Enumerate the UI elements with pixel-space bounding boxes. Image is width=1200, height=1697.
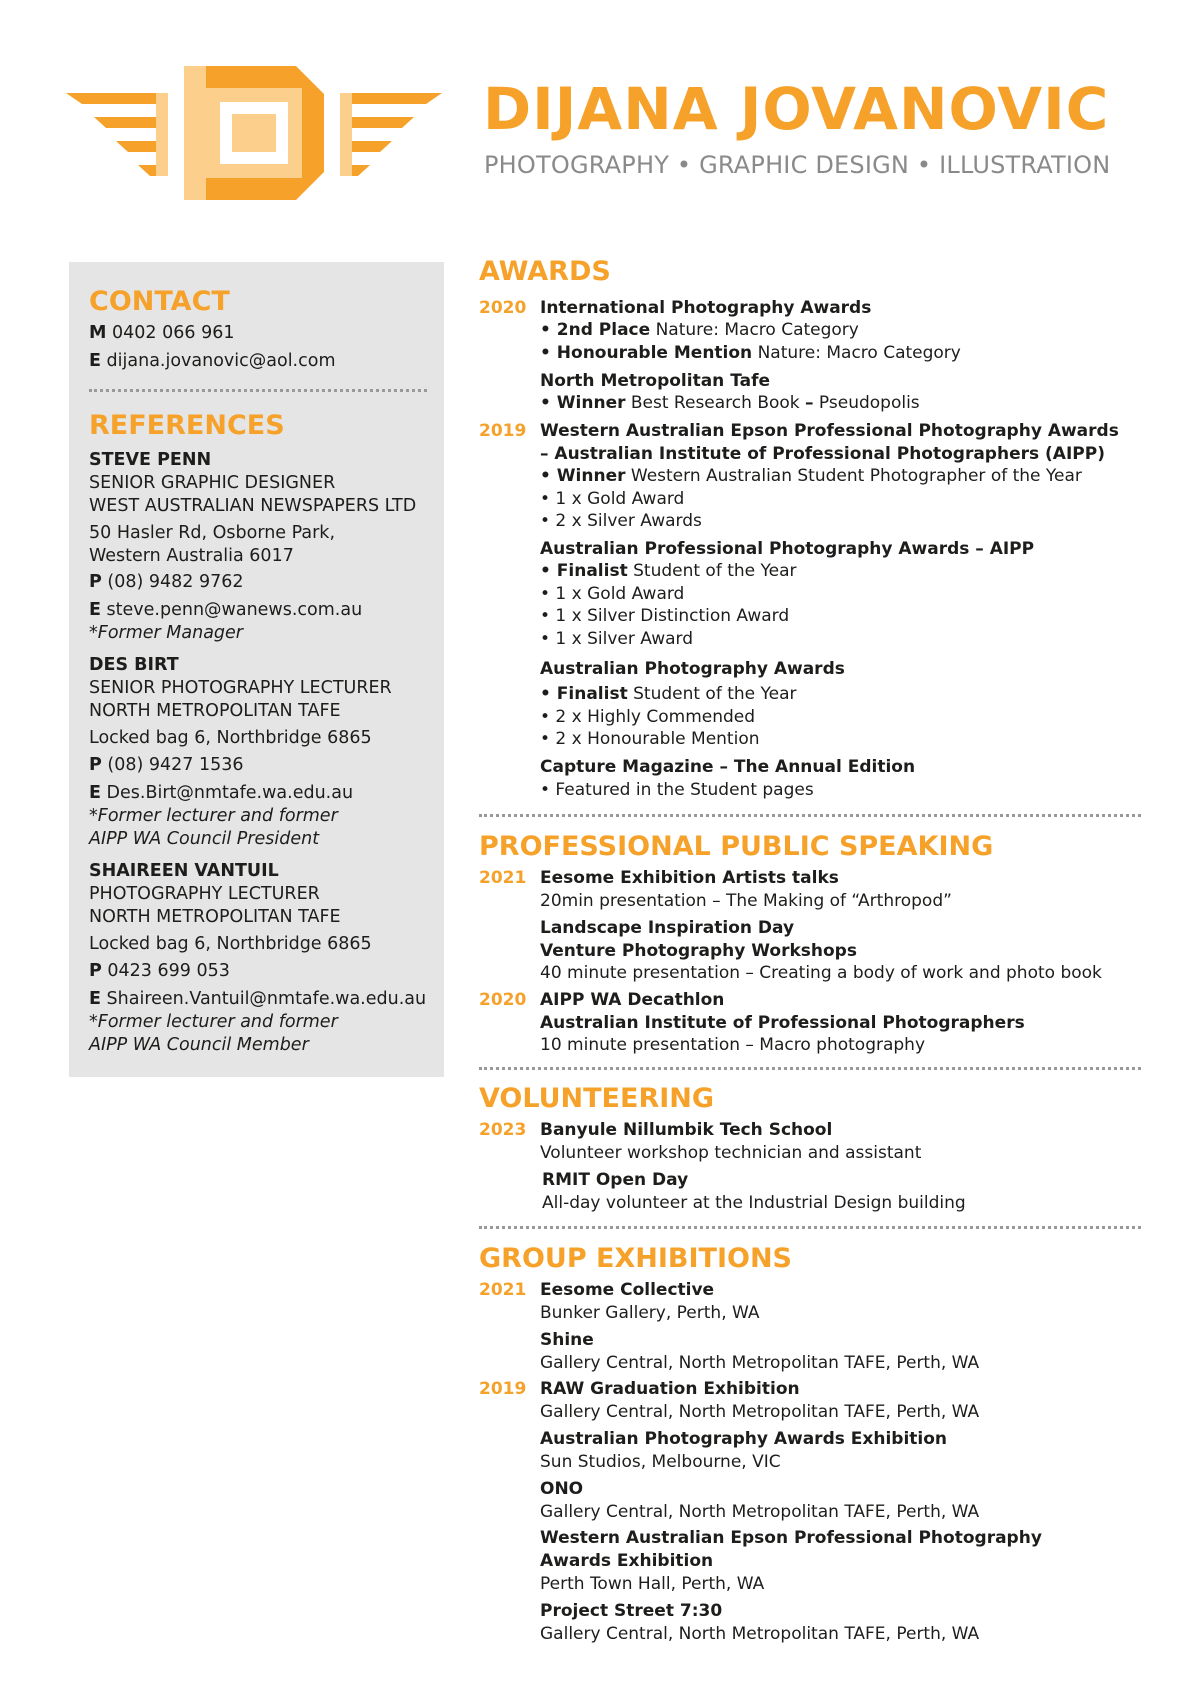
- reference-org: WEST AUSTRALIAN NEWSPAPERS LTD: [89, 496, 417, 516]
- reference-org: NORTH METROPOLITAN TAFE: [89, 701, 341, 721]
- reference-phone: P 0423 699 053: [89, 961, 230, 981]
- year-label: 2021: [479, 868, 527, 888]
- speaking-heading: PROFESSIONAL PUBLIC SPEAKING: [479, 831, 994, 862]
- volunteer-title: Banyule Nillumbik Tech School: [540, 1120, 833, 1140]
- volunteer-line: All-day volunteer at the Industrial Design building: [542, 1193, 966, 1213]
- reference-note: *Former lecturer and former: [89, 806, 338, 826]
- volunteer-line: Volunteer workshop technician and assistant: [540, 1143, 922, 1163]
- reference-name: SHAIREEN VANTUIL: [89, 861, 279, 881]
- speaking-line: 40 minute presentation – Creating a body of work and photo book: [540, 963, 1102, 983]
- reference-note: *Former lecturer and former: [89, 1012, 338, 1032]
- reference-address: 50 Hasler Rd, Osborne Park,: [89, 523, 336, 543]
- awards-heading: AWARDS: [479, 256, 611, 287]
- exhibitions-heading: GROUP EXHIBITIONS: [479, 1243, 793, 1274]
- divider: [89, 389, 427, 392]
- reference-email[interactable]: E steve.penn@wanews.com.au: [89, 600, 363, 620]
- sidebar: [69, 262, 444, 1077]
- reference-org: NORTH METROPOLITAN TAFE: [89, 907, 341, 927]
- award-line: • 1 x Gold Award: [540, 584, 685, 604]
- award-title: Australian Professional Photography Awards – AIPP: [540, 539, 1035, 559]
- speaking-title: Australian Institute of Professional Photographers: [540, 1013, 1025, 1033]
- exhibition-venue: Gallery Central, North Metropolitan TAFE, Perth, WA: [540, 1402, 980, 1422]
- exhibition-title: Australian Photography Awards Exhibition: [540, 1429, 948, 1449]
- award-line: • 2 x Honourable Mention: [540, 729, 760, 749]
- reference-phone: P (08) 9427 1536: [89, 755, 244, 775]
- exhibition-title: Awards Exhibition: [540, 1551, 714, 1571]
- award-line: • Finalist Student of the Year: [540, 561, 797, 581]
- reference-name: DES BIRT: [89, 655, 179, 675]
- exhibition-title: Eesome Collective: [540, 1280, 715, 1300]
- candidate-name: DIJANA JOVANOVIC: [483, 75, 1110, 143]
- award-line: • 1 x Silver Distinction Award: [540, 606, 790, 626]
- reference-title: PHOTOGRAPHY LECTURER: [89, 884, 320, 904]
- year-label: 2020: [479, 298, 527, 318]
- exhibition-venue: Gallery Central, North Metropolitan TAFE, Perth, WA: [540, 1624, 980, 1644]
- award-line: • Winner Best Research Book – Pseudopolis: [540, 393, 920, 413]
- reference-note: AIPP WA Council President: [89, 829, 320, 849]
- speaking-line: 20min presentation – The Making of “Arthropod”: [540, 891, 952, 911]
- speaking-title: Eesome Exhibition Artists talks: [540, 868, 839, 888]
- exhibition-venue: Sun Studios, Melbourne, VIC: [540, 1452, 781, 1472]
- divider: [479, 1067, 1141, 1070]
- tagline: PHOTOGRAPHY • GRAPHIC DESIGN • ILLUSTRATION: [484, 151, 1111, 179]
- award-line: • Honourable Mention Nature: Macro Category: [540, 343, 961, 363]
- award-title: Western Australian Epson Professional Photography Awards: [540, 421, 1119, 441]
- divider: [479, 1226, 1141, 1229]
- exhibition-title: Western Australian Epson Professional Photography: [540, 1528, 1042, 1548]
- award-title: International Photography Awards: [540, 298, 872, 318]
- award-title: Australian Photography Awards: [540, 659, 845, 679]
- speaking-title: AIPP WA Decathlon: [540, 990, 725, 1010]
- reference-title: SENIOR PHOTOGRAPHY LECTURER: [89, 678, 392, 698]
- reference-title: SENIOR GRAPHIC DESIGNER: [89, 473, 336, 493]
- reference-address: Western Australia 6017: [89, 546, 294, 566]
- reference-email[interactable]: E Shaireen.Vantuil@nmtafe.wa.edu.au: [89, 989, 427, 1009]
- award-line: • 1 x Gold Award: [540, 489, 685, 509]
- reference-address: Locked bag 6, Northbridge 6865: [89, 728, 372, 748]
- reference-address: Locked bag 6, Northbridge 6865: [89, 934, 372, 954]
- year-label: 2020: [479, 990, 527, 1010]
- reference-phone: P (08) 9482 9762: [89, 572, 244, 592]
- year-label: 2019: [479, 421, 527, 441]
- exhibition-venue: Bunker Gallery, Perth, WA: [540, 1303, 760, 1323]
- reference-email[interactable]: E Des.Birt@nmtafe.wa.edu.au: [89, 783, 354, 803]
- exhibition-venue: Gallery Central, North Metropolitan TAFE, Perth, WA: [540, 1353, 980, 1373]
- reference-name: STEVE PENN: [89, 450, 212, 470]
- exhibition-venue: Perth Town Hall, Perth, WA: [540, 1574, 765, 1594]
- year-label: 2021: [479, 1280, 527, 1300]
- year-label: 2023: [479, 1120, 527, 1140]
- award-line: • 2 x Silver Awards: [540, 511, 702, 531]
- award-line: • Winner Western Australian Student Photographer of the Year: [540, 466, 1082, 486]
- divider: [479, 814, 1141, 817]
- award-title: – Australian Institute of Professional Photographers (AIPP): [540, 444, 1105, 464]
- speaking-title: Venture Photography Workshops: [540, 941, 857, 961]
- reference-note: AIPP WA Council Member: [89, 1035, 309, 1055]
- award-line: • 2 x Highly Commended: [540, 707, 756, 727]
- exhibition-title: ONO: [540, 1479, 584, 1499]
- contact-email[interactable]: E dijana.jovanovic@aol.com: [89, 351, 336, 371]
- references-heading: REFERENCES: [89, 410, 285, 441]
- winged-d-logo-icon: [66, 66, 442, 200]
- award-title: Capture Magazine – The Annual Edition: [540, 757, 916, 777]
- exhibition-title: Project Street 7:30: [540, 1601, 723, 1621]
- contact-heading: CONTACT: [89, 286, 230, 317]
- speaking-line: 10 minute presentation – Macro photography: [540, 1035, 926, 1055]
- exhibition-venue: Gallery Central, North Metropolitan TAFE, Perth, WA: [540, 1502, 980, 1522]
- award-line: • 2nd Place Nature: Macro Category: [540, 320, 859, 340]
- award-line: • Finalist Student of the Year: [540, 684, 797, 704]
- exhibition-title: Shine: [540, 1330, 594, 1350]
- award-line: • 1 x Silver Award: [540, 629, 694, 649]
- award-title: North Metropolitan Tafe: [540, 371, 770, 391]
- contact-mobile: M 0402 066 961: [89, 323, 235, 343]
- award-line: • Featured in the Student pages: [540, 780, 814, 800]
- exhibition-title: RAW Graduation Exhibition: [540, 1379, 800, 1399]
- year-label: 2019: [479, 1379, 527, 1399]
- speaking-title: Landscape Inspiration Day: [540, 918, 795, 938]
- volunteer-title: RMIT Open Day: [542, 1170, 689, 1190]
- volunteering-heading: VOLUNTEERING: [479, 1083, 715, 1114]
- reference-note: *Former Manager: [89, 623, 243, 643]
